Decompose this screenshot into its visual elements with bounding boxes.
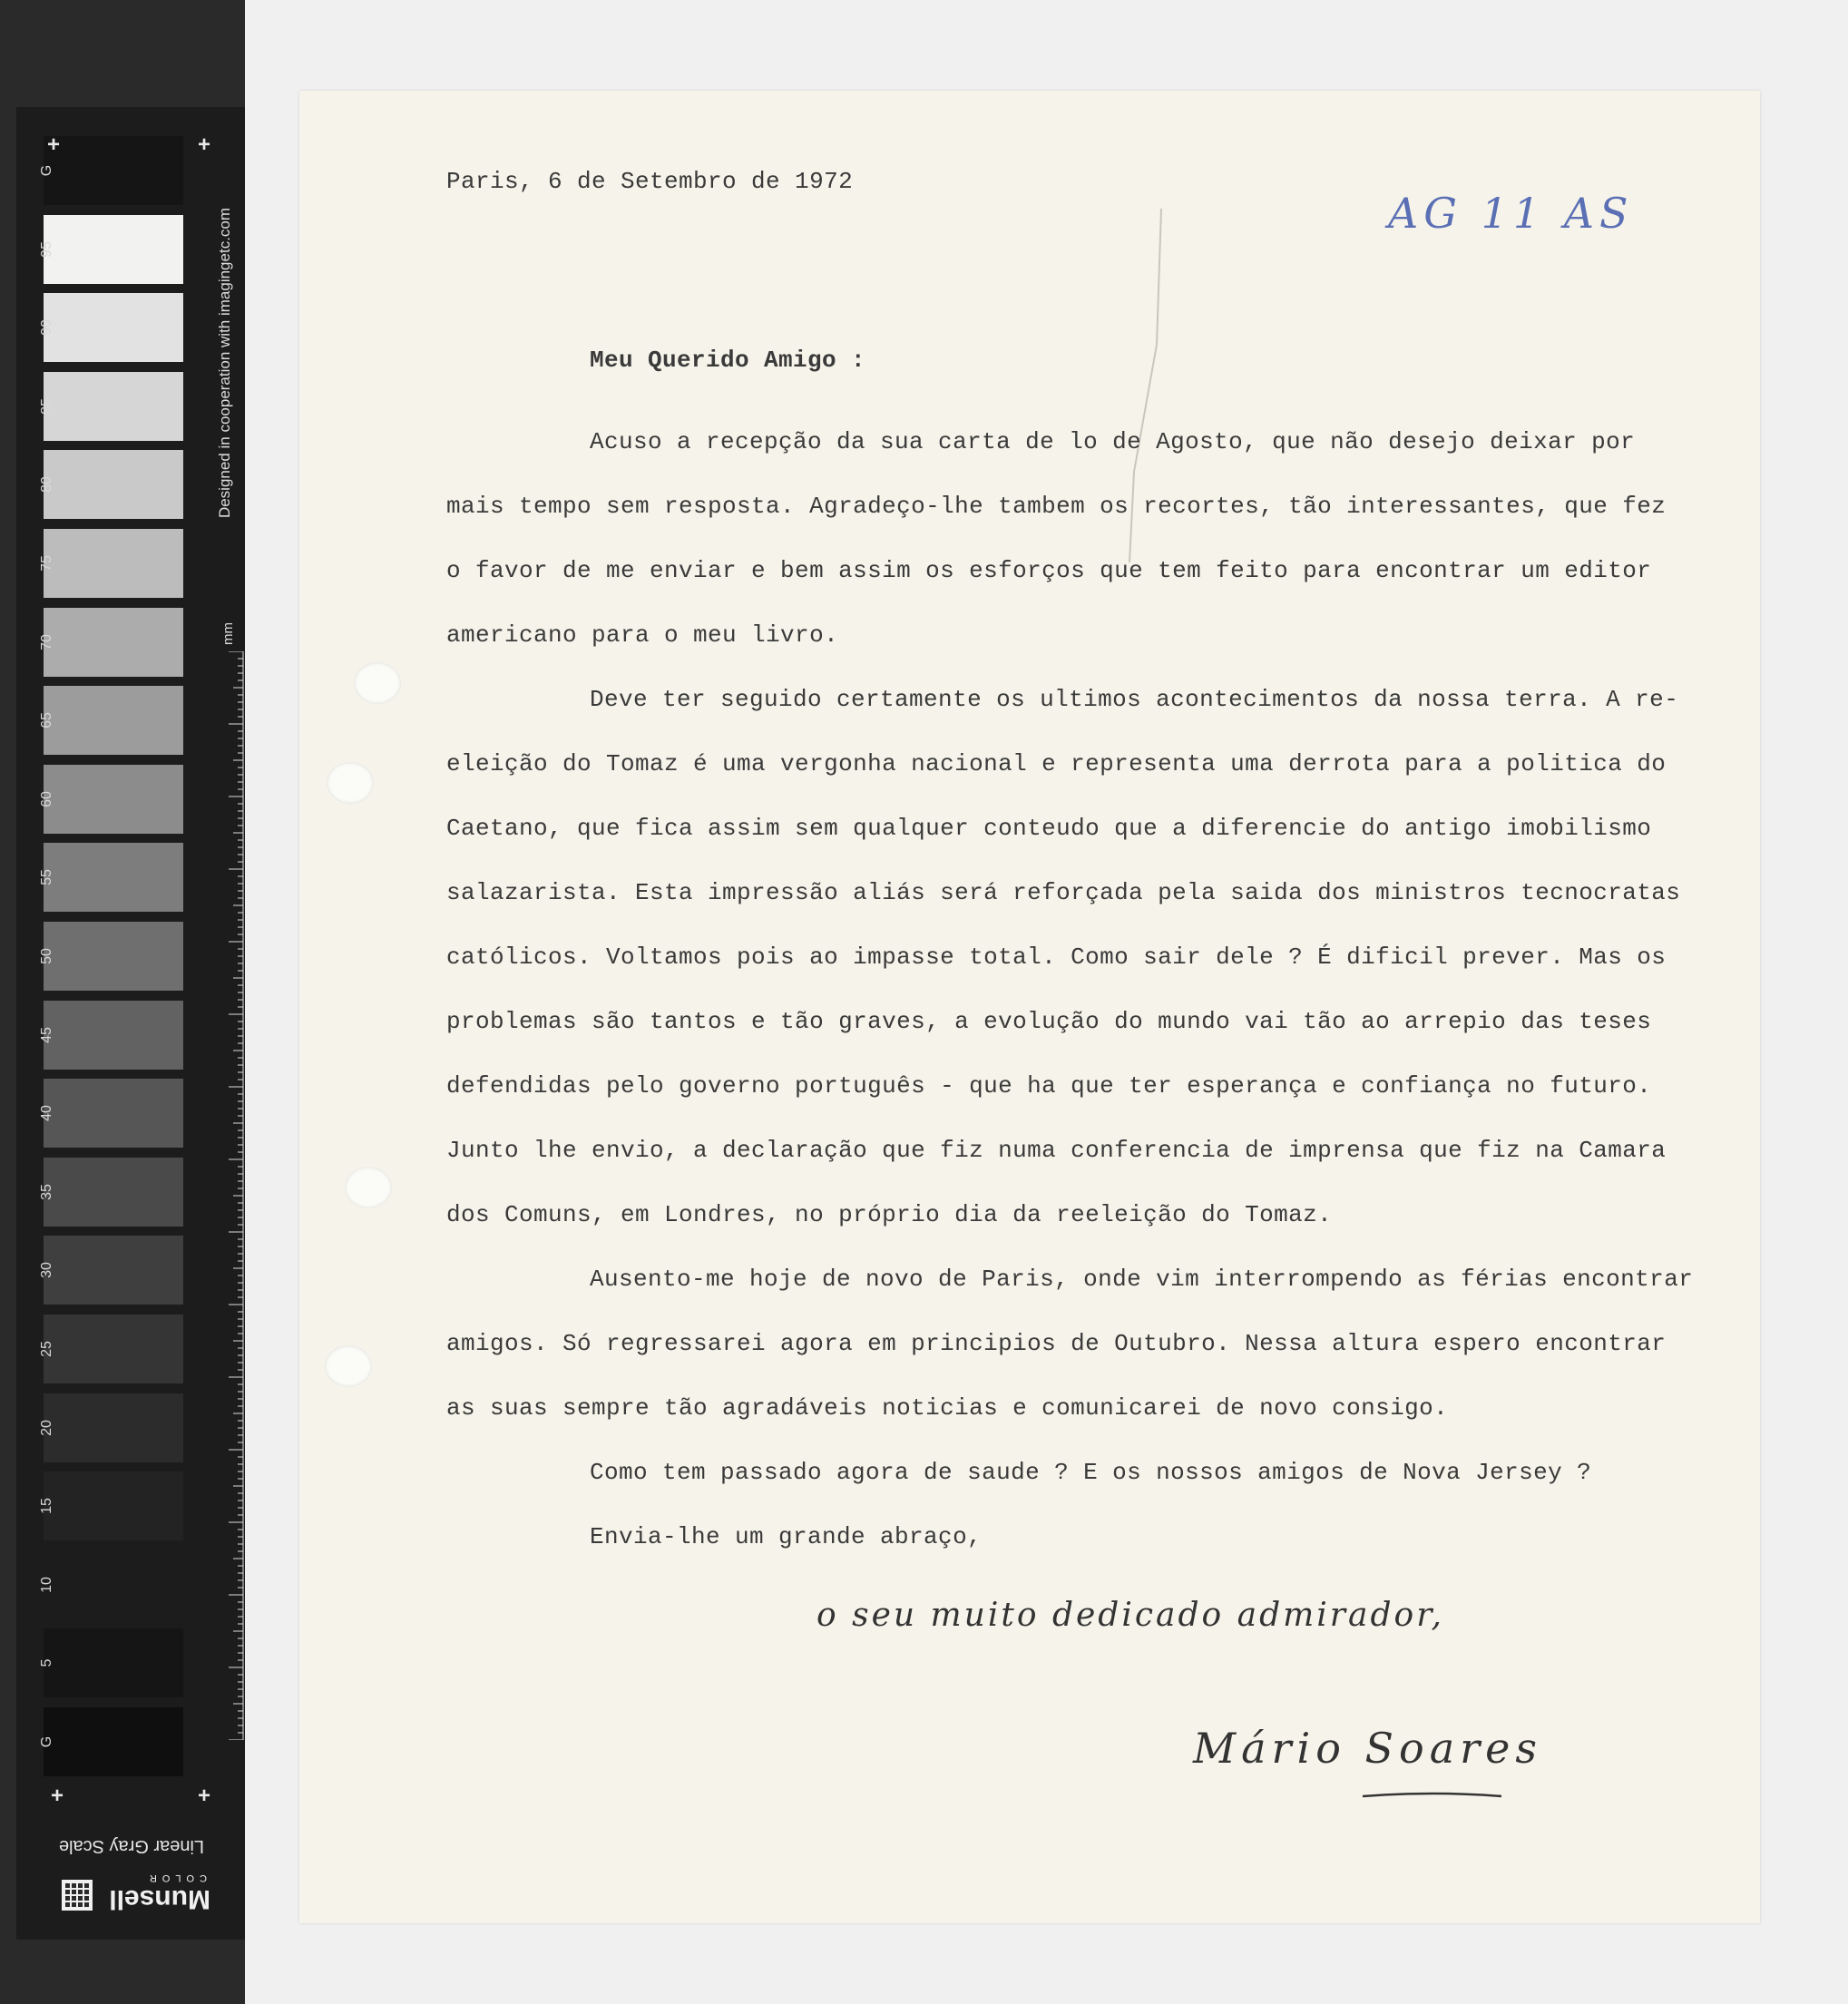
scale-number: 15 xyxy=(39,1498,54,1515)
body-line: Ausento-me hoje de novo de Paris, onde vim interrompendo as férias encontrar xyxy=(590,1266,1694,1293)
brand-sub: COLOR xyxy=(143,1872,207,1883)
gray-swatch xyxy=(44,1471,183,1540)
letter-date: Paris, 6 de Setembro de 1972 xyxy=(446,168,854,195)
scale-number: G xyxy=(39,164,54,177)
ruler-unit-label: mm xyxy=(220,622,236,645)
plus-mark: + xyxy=(198,1784,211,1808)
gray-swatch xyxy=(44,450,183,519)
munsell-grid-icon xyxy=(62,1880,93,1911)
gray-swatch xyxy=(44,1001,183,1070)
mm-ruler xyxy=(227,651,245,1740)
scale-number: 85 xyxy=(39,397,54,415)
gray-swatch xyxy=(44,1315,183,1383)
scale-number: 80 xyxy=(39,476,54,494)
gray-swatch xyxy=(44,372,183,441)
scale-number: 70 xyxy=(39,633,54,650)
scale-number: 10 xyxy=(39,1576,54,1593)
plus-mark: + xyxy=(198,132,211,157)
gray-swatch xyxy=(44,1628,183,1697)
gray-swatch xyxy=(44,293,183,362)
body-line: problemas são tantos e tão graves, a evolução do mundo vai tão ao arrepio das teses xyxy=(446,1008,1652,1035)
body-line: amigos. Só regressarei agora em principios de Outubro. Nessa altura espero encontrar xyxy=(446,1330,1667,1357)
gray-swatch xyxy=(44,765,183,834)
letter-salutation: Meu Querido Amigo : xyxy=(590,347,866,374)
gray-swatch xyxy=(44,1707,183,1776)
body-line: salazarista. Esta impressão aliás será reforçada pela saida dos ministros tecnocratas xyxy=(446,879,1681,906)
handwritten-closing: o seu muito dedicado admirador, xyxy=(816,1597,1444,1634)
scale-number: 35 xyxy=(39,1183,54,1200)
designed-credit: Designed in cooperation with imagingetc.com xyxy=(216,207,233,519)
scale-number: 90 xyxy=(39,319,54,337)
letter-page xyxy=(299,91,1760,1923)
scale-number: 60 xyxy=(39,790,54,807)
handwritten-annotation: AG 11 AS xyxy=(1388,189,1634,238)
gray-swatch xyxy=(44,529,183,598)
scale-number: 75 xyxy=(39,555,54,572)
body-line: dos Comuns, em Londres, no próprio dia da reeleição do Tomaz. xyxy=(446,1201,1333,1228)
body-line: mais tempo sem resposta. Agradeço-lhe tambem os recortes, tão interessantes, que fez xyxy=(446,493,1667,520)
scale-number: 65 xyxy=(39,712,54,729)
gray-swatch xyxy=(44,843,183,912)
gray-swatch xyxy=(44,136,183,205)
scale-number: 5 xyxy=(39,1658,54,1667)
scale-number: 20 xyxy=(39,1419,54,1436)
plus-mark: + xyxy=(51,1784,64,1808)
body-line: americano para o meu livro. xyxy=(446,621,839,649)
scale-number: 25 xyxy=(39,1341,54,1357)
body-line: as suas sempre tão agradáveis noticias e comunicarei de novo consigo. xyxy=(446,1394,1449,1422)
scale-number: 55 xyxy=(39,869,54,886)
signature-underline xyxy=(1361,1787,1506,1805)
body-line: Caetano, que fica assim sem qualquer conteudo que a diferencie do antigo imobilismo xyxy=(446,815,1652,842)
scale-number: 30 xyxy=(39,1262,54,1279)
scale-number: 40 xyxy=(39,1105,54,1122)
gray-swatch xyxy=(44,1236,183,1305)
scale-name: Linear Gray Scale xyxy=(58,1836,205,1856)
gray-swatch xyxy=(44,1158,183,1227)
gray-swatch xyxy=(44,608,183,677)
gray-swatch xyxy=(44,1393,183,1462)
body-line: eleição do Tomaz é uma vergonha nacional e representa uma derrota para a politica do xyxy=(446,750,1667,777)
paper-fold-line xyxy=(299,91,1760,1923)
signature: Mário Soares xyxy=(1193,1724,1542,1773)
color-checker-strip xyxy=(0,0,245,2004)
plus-mark: + xyxy=(47,132,61,157)
gray-swatch xyxy=(44,922,183,991)
gray-swatch xyxy=(44,1550,183,1619)
scale-number: 95 xyxy=(39,240,54,258)
brand-name: Munsell xyxy=(109,1884,210,1914)
scale-number: G xyxy=(39,1735,54,1748)
body-line: Como tem passado agora de saude ? E os nossos amigos de Nova Jersey ? xyxy=(590,1459,1592,1486)
body-line: católicos. Voltamos pois ao impasse total. Como sair dele ? É dificil prever. Mas os xyxy=(446,943,1667,971)
gray-swatch xyxy=(44,686,183,755)
body-line: Envia-lhe um grande abraço, xyxy=(590,1523,983,1550)
scale-number: 50 xyxy=(39,948,54,964)
body-line: o favor de me enviar e bem assim os esforços que tem feito para encontrar um editor xyxy=(446,557,1652,584)
munsell-logo xyxy=(47,1874,210,1914)
body-line: defendidas pelo governo português - que ha que ter esperança e confiança no futuro. xyxy=(446,1072,1652,1100)
scale-number: 45 xyxy=(39,1026,54,1043)
body-line: Junto lhe envio, a declaração que fiz numa conferencia de imprensa que fiz na Camara xyxy=(446,1137,1667,1164)
gray-swatch xyxy=(44,1079,183,1148)
gray-swatch xyxy=(44,215,183,284)
body-line: Acuso a recepção da sua carta de lo de Agosto, que não desejo deixar por xyxy=(590,428,1636,455)
body-line: Deve ter seguido certamente os ultimos acontecimentos da nossa terra. A re- xyxy=(590,686,1679,713)
